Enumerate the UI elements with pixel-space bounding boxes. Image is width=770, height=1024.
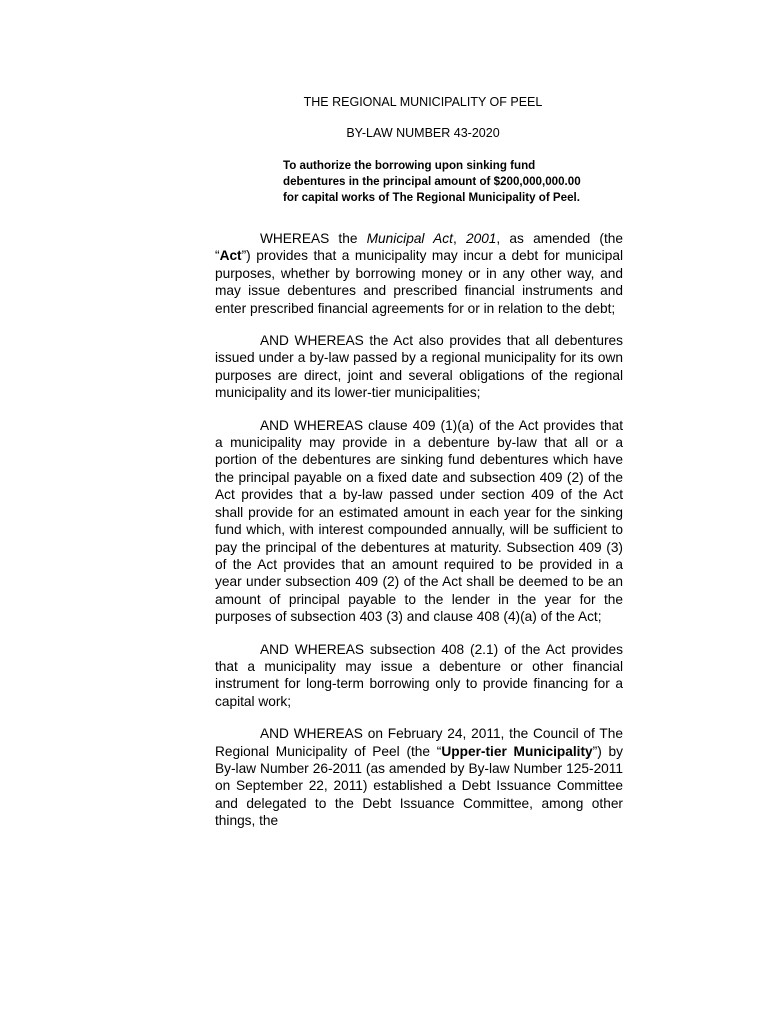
paragraph-1-text-a: WHEREAS the — [260, 231, 367, 246]
paragraph-5-text-a: AND WHEREAS on February 24, 2011, the Council of The Regional Municipality of Peel (the “ — [215, 726, 623, 759]
paragraph-1 — [215, 230, 623, 317]
paragraph-1-text-c: , as amended (the “ — [215, 231, 623, 264]
document-title: THE REGIONAL MUNICIPALITY OF PEEL — [303, 95, 543, 109]
paragraph-1-text-d: ”) provides that a municipality may incur a debt for municipal purposes, whether by borrowing money or in any other way, and may issue debentures and prescribed financial instruments and enter prescribed financial agreements for or in relation to the debt; — [215, 248, 623, 316]
paragraph-1-text-b: , — [452, 231, 466, 246]
act-name: Municipal Act — [366, 231, 453, 246]
paragraph-5-text-b: ”) by By-law Number 26-2011 (as amended by By-law Number 125-2011 on September 22, 2011) established a Debt Issuance Committee and delegated to the Debt Issuance Committee, among other things, the — [215, 743, 624, 829]
defined-term-upper-tier: Upper-tier Municipality — [441, 743, 593, 759]
act-year: 2001 — [465, 231, 497, 246]
bylaw-number: BY-LAW NUMBER 43-2020 — [346, 126, 500, 140]
document-body — [215, 230, 623, 845]
paragraph-2: AND WHEREAS the Act also provides that all debentures issued under a by-law passed by a regional municipality for its own purposes are direct, joint and several obligations of the regional municipality and its lower-tier municipalities; — [215, 333, 623, 401]
paragraph-4: AND WHEREAS subsection 408 (2.1) of the Act provides that a municipality may issue a debenture or other financial instrument for long-term borrowing only to provide financing for a capital work; — [215, 641, 623, 709]
paragraph-3: AND WHEREAS clause 409 (1)(a) of the Act provides that a municipality may provide in a debenture by-law that all or a portion of the debentures are sinking fund debentures which have the principal payable on a fixed date and subsection 409 (2) of the Act provides that a by-law passed under section 409 of the Act shall provide for an estimated amount in each year for the sinking fund which, with interest compounded annually, will be sufficient to pay the principal of the debentures at maturity. Subsection 409 (3) of the Act provides that an amount required to be provided in a year under subsection 409 (2) of the Act shall be deemed to be an amount of principal payable to the lender in the year for the purposes of subsection 403 (3) and clause 408 (4)(a) of the Act; — [215, 417, 623, 625]
paragraph-5 — [215, 725, 623, 829]
bylaw-purpose: To authorize the borrowing upon sinking fund debentures in the principal amount of $200,000,000.00 for capital works of The Regional Municipality of Peel. — [283, 159, 581, 204]
defined-term-act: Act — [219, 248, 242, 264]
